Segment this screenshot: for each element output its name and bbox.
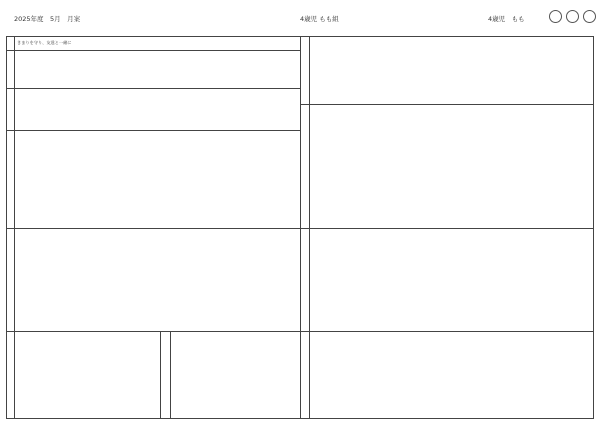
stamp-box xyxy=(549,10,562,23)
divider xyxy=(300,228,594,229)
divider xyxy=(6,228,300,229)
divider xyxy=(6,130,300,131)
divider xyxy=(6,50,300,51)
divider xyxy=(6,88,300,89)
stamp-box xyxy=(566,10,579,23)
divider xyxy=(170,331,171,419)
approval-stamps xyxy=(549,10,596,23)
top-row-text: きまりを守り、友達と一緒に xyxy=(17,40,72,45)
divider xyxy=(6,331,300,332)
doc-title: 2025年度 5月 月案 xyxy=(14,15,81,23)
stamp-box xyxy=(583,10,596,23)
divider xyxy=(300,104,594,105)
divider xyxy=(160,331,161,419)
class-name-center: 4歳児 もも組 xyxy=(300,15,339,23)
class-name-right: 4歳児 もも xyxy=(488,15,525,23)
divider xyxy=(300,331,594,332)
